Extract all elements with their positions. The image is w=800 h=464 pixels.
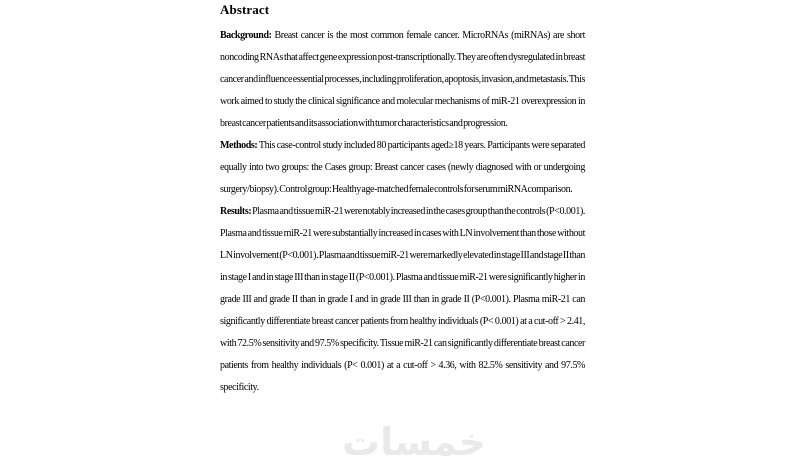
methods-text: This case-control study included 80 participants aged≥18 years. Participants were separated equally into two groups: the Cases group: Breast cancer cases (newly diagnosed with or undergoing surgery/biopsy). Control group: Healthy age-matched female controls for serum miRNA comparison. <box>220 140 585 195</box>
methods-paragraph <box>220 135 585 201</box>
khamsat-watermark: خمسات <box>342 420 486 464</box>
results-text: Plasma and tissue miR-21 were notably increased in the cases group than the controls (P<0.001). Plasma and tissue miR-21 were substantially increased in cases with LN involvement than those without LN involvement (P<0.001). Plasma and tissue miR-21 were markedly elevated in stage III and stage II than in stage I and in stage III than in stage II (P<0.001). Plasma and tissue miR-21 were significantly higher in grade III and grade II than in grade I and in grade III than in grade II (P<0.001). Plasma miR-21 can significantly differentiate breast cancer patients from healthy individuals (P< 0.001) at a cut-off > 2.41, with 72.5% sensitivity and 97.5% specificity. Tissue miR-21 can significantly differentiate breast cancer patients from healthy individuals (P< 0.001) at a cut-off > 4.36, with 82.5% sensitivity and 97.5% specificity. <box>220 206 585 393</box>
results-label: Results: <box>220 206 252 217</box>
methods-label: Methods: <box>220 140 258 151</box>
abstract-section <box>220 3 585 399</box>
background-label: Background: <box>220 30 272 41</box>
abstract-heading: Abstract <box>220 2 270 17</box>
background-paragraph <box>220 25 585 135</box>
results-paragraph <box>220 201 585 399</box>
background-text: Breast cancer is the most common female cancer. MicroRNAs (miRNAs) are short noncoding RNAs that affect gene expression post-transcriptionally. They are often dysregulated in breast cancer and influence essential processes, including proliferation, apoptosis, invasion, and metastasis. This work aimed to study the clinical significance and molecular mechanisms of miR-21 overexpression in breast cancer patients and its association with tumor characteristics and progression. <box>220 30 585 129</box>
